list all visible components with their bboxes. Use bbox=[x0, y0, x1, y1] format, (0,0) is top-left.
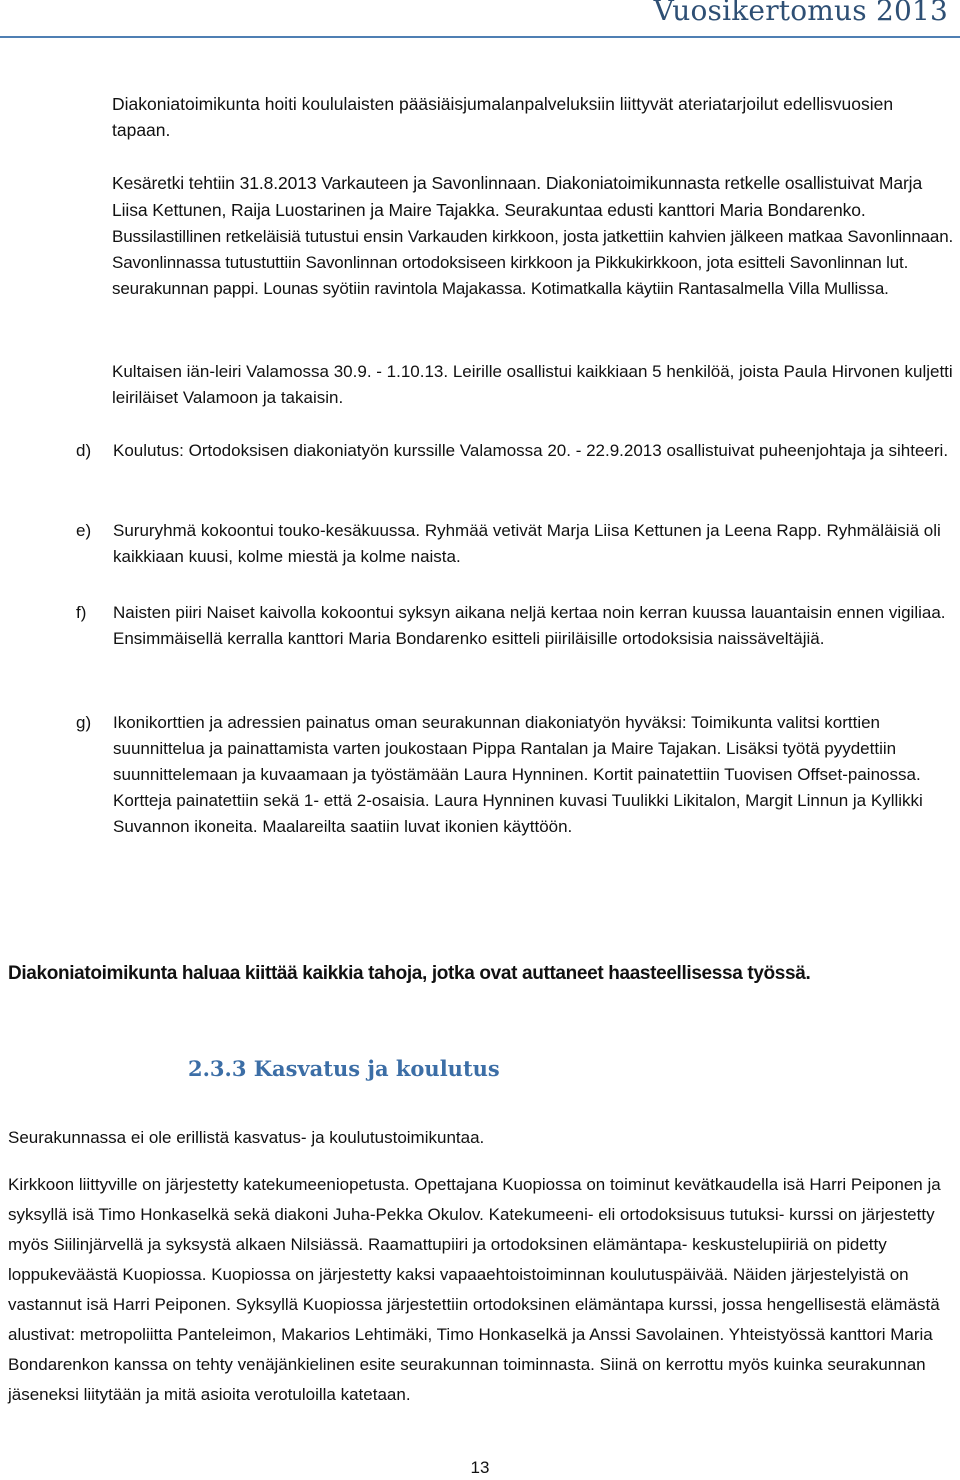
header-rule bbox=[0, 36, 960, 38]
list-item-f bbox=[76, 600, 956, 652]
list-item-text: Ikonikorttien ja adressien painatus oman seurakunnan diakoniatyön hyväksi: Toimikunta valitsi korttien suunnittelua ja painattamista varten joukostaan Pippa Rantalan ja Maire Tajakan. Lisäksi työtä pyydettiin suunnittelemaan ja kuvaamaan ja työstämään Laura Hynninen. Kortit painatettiin Tuovisen Offset-painossa. Kortteja painatettiin sekä 1- että 2-osaisia. Laura Hynninen kuvasi Tuulikki Likitalon, Margit Linnun ja Kyllikki Suvannon ikoneita. Maalareilta saatiin luvat ikonien käyttöön. bbox=[113, 713, 923, 836]
summer-trip-intro: Kesäretki tehtiin 31.8.2013 Varkauteen ja Savonlinnaan. Diakoniatoimikunnasta retkelle osallistuivat Marja Liisa Kettunen, Raija Luostarinen ja Maire Tajakka. Seurakuntaa edusti kanttori Maria Bondarenko. bbox=[112, 173, 923, 220]
document-header-title: Vuosikertomus 2013 bbox=[653, 0, 948, 27]
section-heading: 2.3.3 Kasvatus ja koulutus bbox=[188, 1056, 500, 1081]
list-marker: g) bbox=[76, 713, 92, 732]
section-intro-paragraph: Seurakunnassa ei ole erillistä kasvatus- ja koulutustoimikuntaa. bbox=[8, 1128, 485, 1147]
list-item-e bbox=[76, 518, 956, 570]
summer-trip-paragraph bbox=[112, 170, 958, 302]
list-marker: e) bbox=[76, 521, 92, 540]
list-marker: d) bbox=[76, 441, 92, 460]
page-number: 13 bbox=[470, 1458, 490, 1477]
list-item-text: Naisten piiri Naiset kaivolla kokoontui syksyn aikana neljä kertaa noin kerran kuussa lauantaisin ennen vigiliaa. Ensimmäisellä kerralla kanttori Maria Bondarenko esitteli piiriläisille ortodoksisia naissäveltäjiä. bbox=[113, 603, 946, 648]
list-item-d bbox=[76, 438, 956, 464]
list-item-g bbox=[76, 710, 956, 840]
thanks-statement: Diakoniatoimikunta haluaa kiittää kaikkia tahoja, jotka ovat auttaneet haasteellisessa työssä. bbox=[8, 963, 811, 984]
list-item-text: Sururyhmä kokoontui touko-kesäkuussa. Ryhmää vetivät Marja Liisa Kettunen ja Leena Rapp. Ryhmäläisiä oli kaikkiaan kuusi, kolme miestä ja kolme naista. bbox=[113, 521, 941, 566]
summer-trip-details: Bussilastillinen retkeläisiä tutustui ensin Varkauden kirkkoon, josta jatkettiin kahvien jälkeen matkaa Savonlinnaan. Savonlinnassa tutustuttiin Savonlinnan ortodoksiseen kirkkoon ja Pikkukirkkoon, jota esitteli Savonlinnan lut. seurakunnan pappi. Lounas syötiin ravintola Majakassa. Kotimatkalla käytiin Rantasalmella Villa Mullissa. bbox=[112, 227, 954, 298]
golden-age-camp-paragraph: Kultaisen iän-leiri Valamossa 30.9. - 1.10.13. Leirille osallistui kaikkiaan 5 henkilöä, joista Paula Hirvonen kuljetti leiriläiset Valamoon ja takaisin. bbox=[112, 362, 953, 407]
catering-paragraph: Diakoniatoimikunta hoiti koululaisten pääsiäisjumalanpalveluksiin liittyvät ateriatarjoilut edellisvuosien tapaan. bbox=[112, 94, 894, 140]
list-marker: f) bbox=[76, 603, 87, 622]
catechumen-paragraph: Kirkkoon liittyville on järjestetty katekumeeniopetusta. Opettajana Kuopiossa on toiminut kevätkaudella isä Harri Peiponen ja syksyllä isä Timo Honkaselkä sekä diakoni Juha-Pekka Okulov. Katekumeeni- eli ortodoksisuus tutuksi- kurssi on järjestetty myös Siilinjärvellä ja syksystä alkaen Nilsiässä. Raamattupiiri ja ortodoksinen elämäntapa- keskustelupiiriä on pidetty loppukeväästä Kuopiossa. Kuopiossa on järjestetty kaksi vapaaehtoistoiminnan koulutuspäivää. Näiden järjestelyistä on vastannut isä Harri Peiponen. Syksyllä Kuopiossa järjestettiin ortodoksinen elämäntapa kurssi, jossa hengellisestä elämästä alustivat: metropoliitta Panteleimon, Makarios Lehtimäki, Timo Honkaselkä ja Anssi Savolainen. Yhteistyössä kanttori Maria Bondarenkon kanssa on tehty venäjänkielinen esite seurakunnan toiminnasta. Siinä on kerrottu myös kuinka seurakunnan jäseneksi liitytään ja mitä asioita verotuloilla katetaan. bbox=[8, 1175, 941, 1404]
list-item-text: Koulutus: Ortodoksisen diakoniatyön kurssille Valamossa 20. - 22.9.2013 osallistuivat puheenjohtaja ja sihteeri. bbox=[113, 441, 949, 460]
